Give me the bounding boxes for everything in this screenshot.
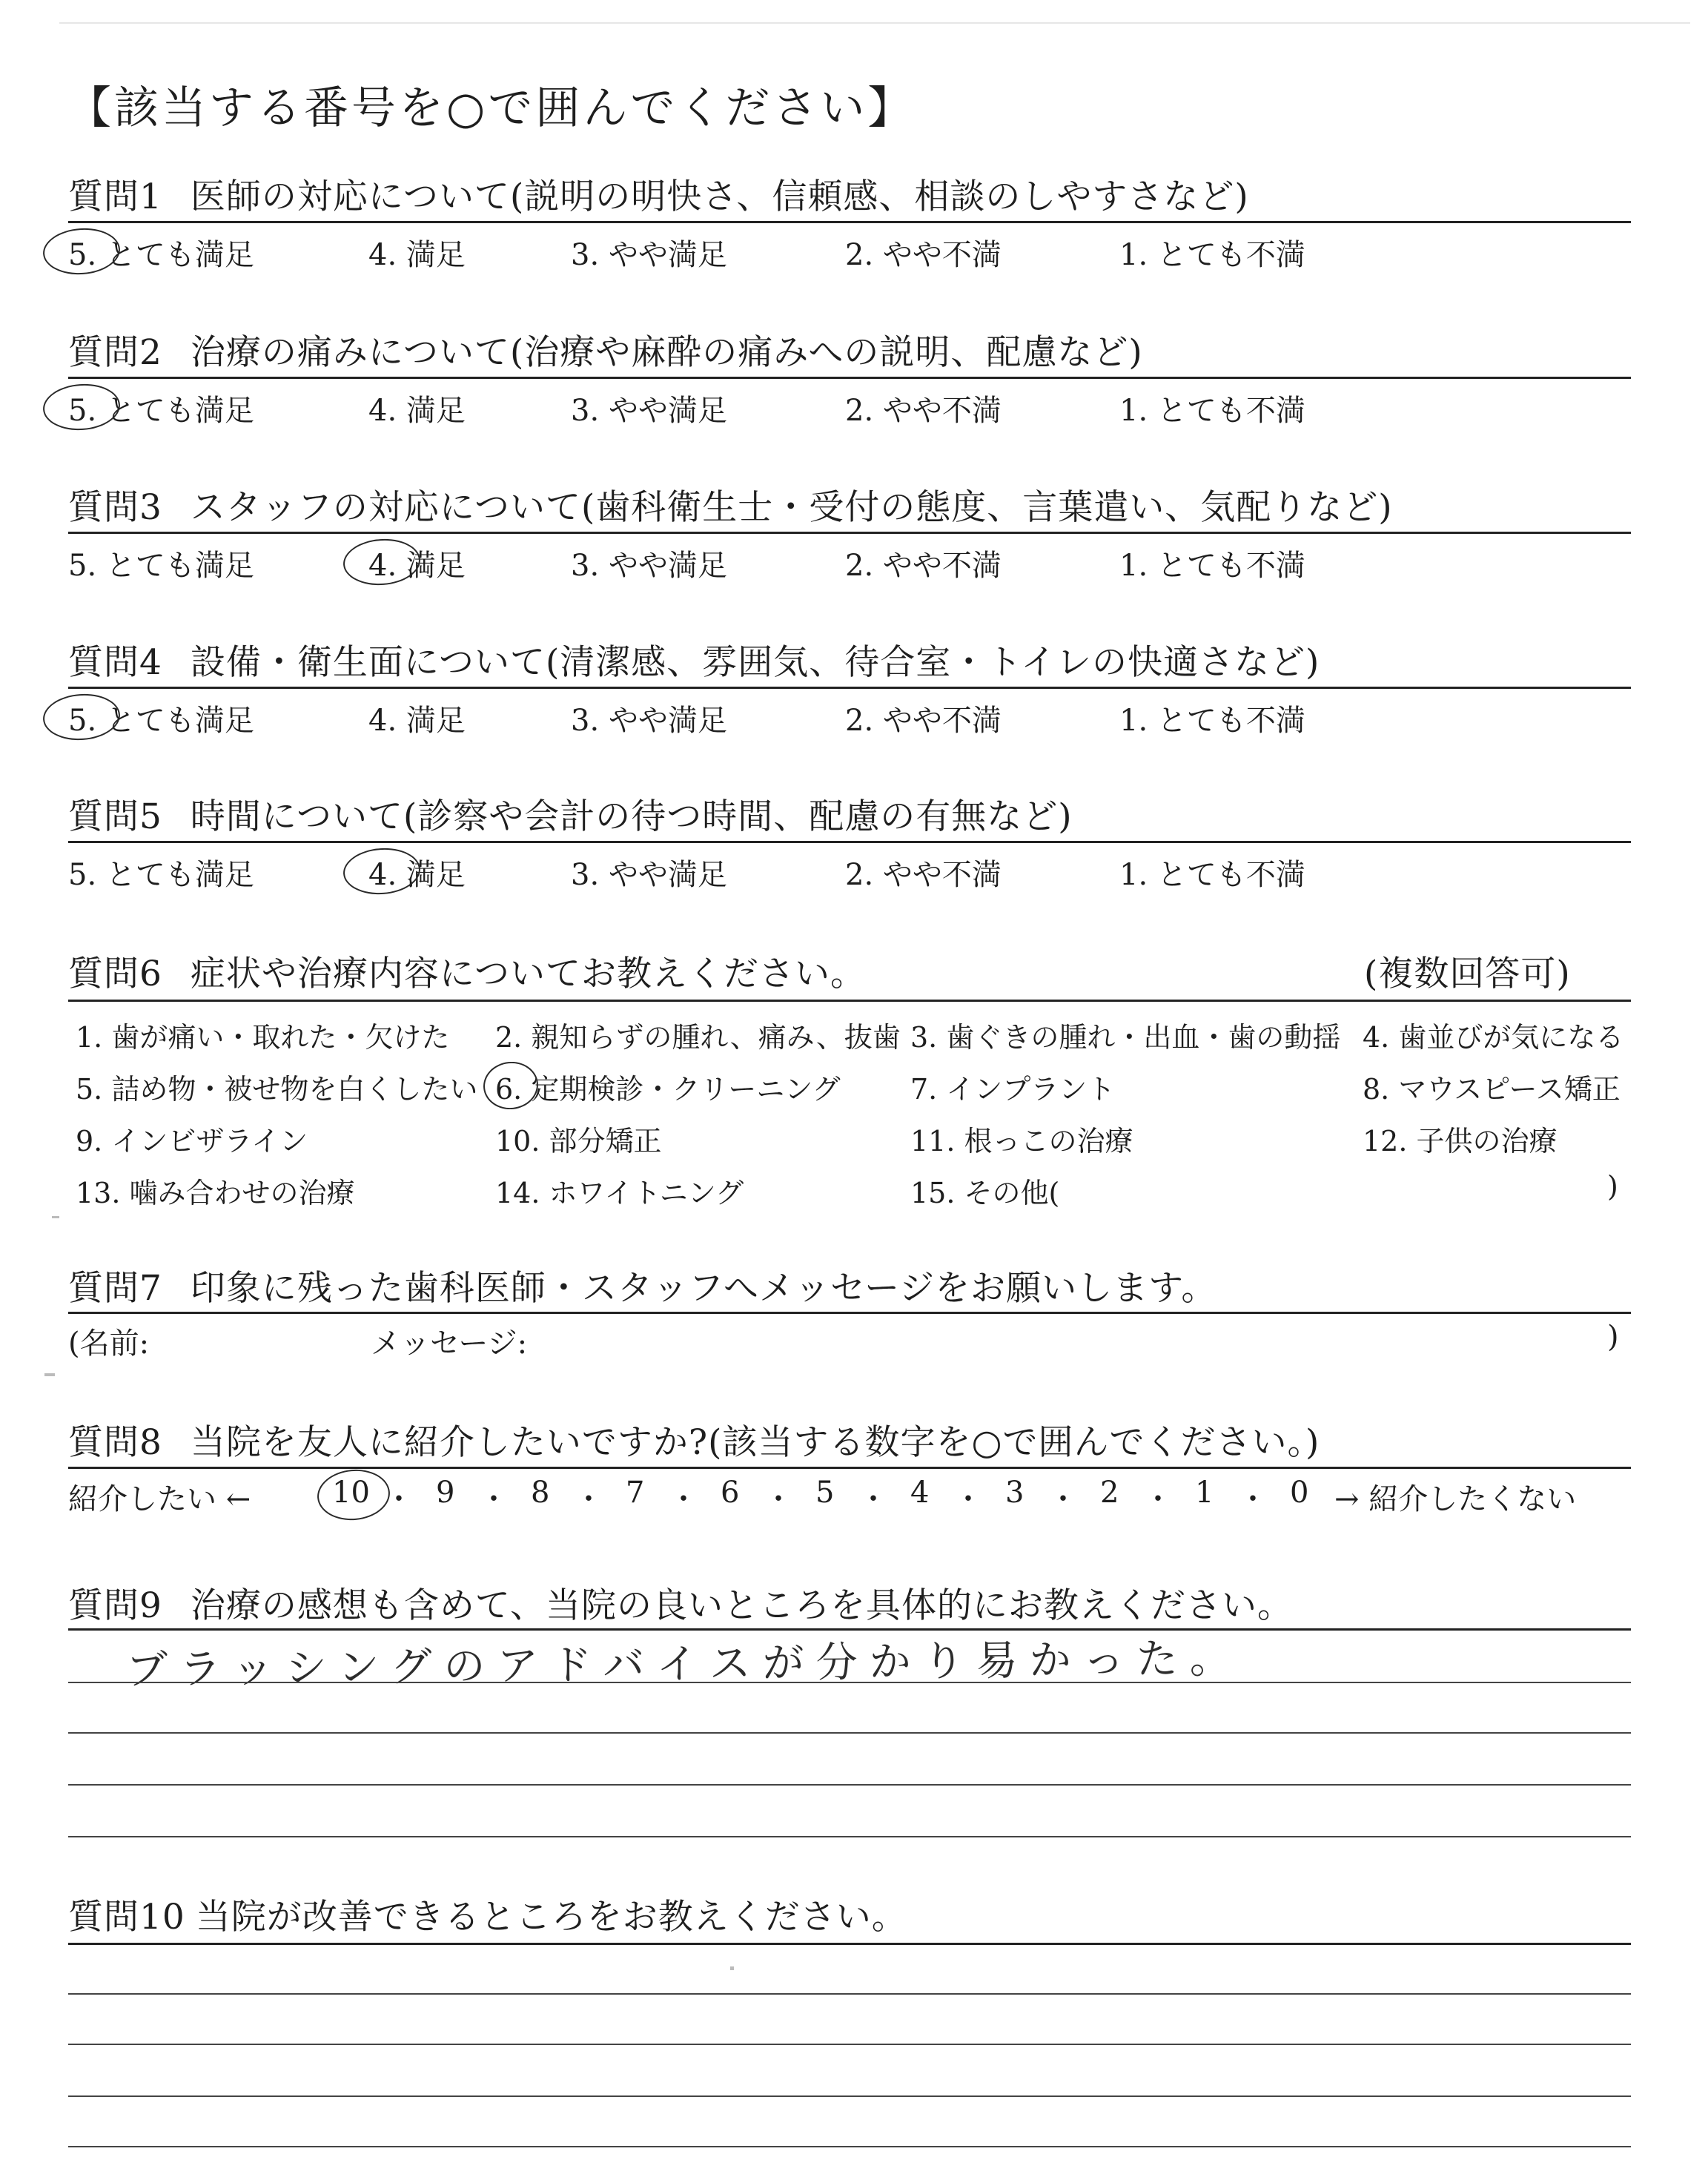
question-2-option-5: 5. とても満足: [68, 394, 254, 428]
question-6-option-5: 5. 詰め物・被せ物を白くしたい: [76, 1073, 478, 1106]
question-4-rule: [68, 687, 1631, 689]
question-5-option-5: 5. とても満足: [68, 858, 254, 892]
question-8-separator: ・: [384, 1482, 414, 1516]
question-8-score-2: 2: [1100, 1476, 1119, 1510]
question-8-rule: [68, 1467, 1631, 1469]
question-4-option-2: 2. やや不満: [845, 704, 1002, 738]
answer-line: [68, 2095, 1631, 2097]
question-5-option-2: 2. やや不満: [845, 858, 1002, 892]
question-10-number: 質問10: [68, 1897, 185, 1938]
question-8-score-4: 4: [910, 1476, 930, 1510]
question-1-option-5: 5. とても満足: [68, 238, 254, 272]
question-5-option-4: 4. 満足: [368, 858, 466, 892]
question-6-option-2: 2. 親知らずの腫れ、痛み、抜歯: [495, 1021, 901, 1054]
question-7-message-label: メッセージ:: [371, 1327, 528, 1361]
question-8-left-label: 紹介したい ←: [68, 1482, 251, 1516]
question-6-option-10: 10. 部分矯正: [495, 1125, 662, 1157]
question-6-option-6: 6. 定期検診・クリーニング: [495, 1073, 841, 1106]
question-1-option-2: 2. やや不満: [845, 238, 1002, 272]
question-4-option-4: 4. 満足: [368, 704, 466, 738]
question-5-title: [68, 789, 1073, 839]
question-8-separator: ・: [574, 1482, 603, 1516]
question-6-option-4: 4. 歯並びが気になる: [1363, 1021, 1624, 1054]
question-8-separator: ・: [479, 1482, 509, 1516]
question-10-text: 当院が改善できるところをお教えください。: [195, 1897, 907, 1938]
question-5-option-3: 3. やや満足: [571, 858, 727, 892]
question-6-rule: [68, 1000, 1631, 1002]
question-8-score-5: 5: [815, 1476, 835, 1510]
question-10-rule: [68, 1943, 1631, 1945]
question-9-number: 質問9: [68, 1585, 162, 1626]
question-6-text: 症状や治療内容についてお教えください。: [190, 954, 866, 994]
question-6-option-15: 15. その他(: [910, 1177, 1060, 1209]
question-5-number: 質問5: [68, 796, 162, 837]
question-2-option-1: 1. とても不満: [1119, 394, 1305, 428]
question-3-rule: [68, 532, 1631, 534]
answer-line: [68, 1784, 1631, 1786]
question-8-separator: ・: [953, 1482, 983, 1516]
question-3-number: 質問3: [68, 487, 162, 528]
scan-top-edge: [59, 22, 1690, 24]
question-8-score-7: 7: [626, 1476, 645, 1510]
answer-line: [68, 2146, 1631, 2147]
question-8-title: [68, 1415, 1320, 1464]
question-3-option-2: 2. やや不満: [845, 549, 1002, 583]
answer-line: [68, 1836, 1631, 1837]
question-3-text: スタッフの対応について(歯科衛生士・受付の態度、言葉遣い、気配りなど): [190, 487, 1393, 528]
question-3-title: [68, 480, 1393, 529]
question-4-option-5: 5. とても満足: [68, 704, 254, 738]
question-3-option-3: 3. やや満足: [571, 549, 727, 583]
question-3-option-4: 4. 満足: [368, 549, 466, 583]
question-8-separator: ・: [669, 1482, 698, 1516]
question-5-rule: [68, 841, 1631, 843]
question-8-score-10: 10: [332, 1476, 370, 1510]
scan-speck: [52, 1216, 59, 1218]
question-2-title: [68, 325, 1143, 374]
question-8-score-0: 0: [1290, 1476, 1309, 1510]
question-2-option-3: 3. やや満足: [571, 394, 727, 428]
question-3-option-1: 1. とても不満: [1119, 549, 1305, 583]
question-2-option-4: 4. 満足: [368, 394, 466, 428]
question-1-option-4: 4. 満足: [368, 238, 466, 272]
question-8-score-8: 8: [531, 1476, 550, 1510]
question-5-text: 時間について(診察や会計の待つ時間、配慮の有無など): [190, 796, 1073, 837]
question-8-separator: ・: [1238, 1482, 1268, 1516]
question-4-number: 質問4: [68, 642, 162, 683]
question-7-title: [68, 1261, 1217, 1310]
question-8-right-label: → 紹介したくない: [1334, 1482, 1577, 1516]
question-8-separator: ・: [1143, 1482, 1173, 1516]
answer-line: [68, 1993, 1631, 1995]
question-6-option-1: 1. 歯が痛い・取れた・欠けた: [76, 1021, 450, 1054]
scan-speck: [730, 1966, 734, 1970]
question-7-number: 質問7: [68, 1268, 162, 1309]
question-6-option-14: 14. ホワイトニング: [495, 1177, 744, 1209]
question-4-option-3: 3. やや満足: [571, 704, 727, 738]
question-1-option-1: 1. とても不満: [1119, 238, 1305, 272]
question-6-number: 質問6: [68, 954, 162, 994]
question-8-text: 当院を友人に紹介したいですか?(該当する数字を○で囲んでください。): [190, 1422, 1320, 1463]
question-1-text: 医師の対応について(説明の明快さ、信頼感、相談のしやすさなど): [190, 176, 1249, 217]
question-6-option-8: 8. マウスピース矯正: [1363, 1073, 1621, 1106]
question-8-separator: ・: [1048, 1482, 1078, 1516]
question-1-number: 質問1: [68, 176, 162, 217]
question-6-title: [68, 946, 866, 996]
question-6-option-13: 13. 噛み合わせの治療: [76, 1177, 355, 1209]
question-8-score-1: 1: [1195, 1476, 1214, 1510]
question-2-number: 質問2: [68, 332, 162, 373]
question-7-name-label: (名前:: [68, 1327, 150, 1361]
question-4-title: [68, 635, 1320, 684]
question-1-rule: [68, 221, 1631, 223]
question-8-separator: ・: [858, 1482, 888, 1516]
question-4-text: 設備・衛生面について(清潔感、雰囲気、待合室・トイレの快適さなど): [190, 642, 1320, 683]
question-7-text: 印象に残った歯科医師・スタッフへメッセージをお願いします。: [190, 1268, 1217, 1309]
question-9-handwritten-answer: ブラッシングのアドバイスが分かり易かった。: [125, 1634, 1243, 1694]
question-6-option-11: 11. 根っこの治療: [910, 1125, 1133, 1157]
scan-speck: [44, 1373, 55, 1376]
question-5-option-1: 1. とても不満: [1119, 858, 1305, 892]
question-8-separator: ・: [764, 1482, 793, 1516]
question-1-option-3: 3. やや満足: [571, 238, 727, 272]
question-6-note: (複数回答可): [1364, 954, 1571, 994]
question-6-option-7: 7. インプラント: [910, 1073, 1116, 1106]
question-10-title: [68, 1889, 907, 1939]
question-8-number: 質問8: [68, 1422, 162, 1463]
question-8-score-9: 9: [436, 1476, 455, 1510]
answer-line: [68, 2044, 1631, 2045]
question-1-title: [68, 169, 1249, 219]
question-2-text: 治療の痛みについて(治療や麻酔の痛みへの説明、配慮など): [190, 332, 1143, 373]
form-heading: 【該当する番号を○で囲んでください】: [67, 82, 916, 134]
question-7-close-paren: ): [1607, 1320, 1619, 1354]
answer-line: [68, 1732, 1631, 1734]
answer-line: [68, 1682, 1631, 1683]
question-8-score-6: 6: [721, 1476, 740, 1510]
question-7-rule: [68, 1312, 1631, 1314]
question-6-option-3: 3. 歯ぐきの腫れ・出血・歯の動揺: [910, 1021, 1341, 1054]
question-2-rule: [68, 377, 1631, 379]
question-9-text: 治療の感想も含めて、当院の良いところを具体的にお教えください。: [190, 1585, 1293, 1626]
question-9-title: [68, 1578, 1293, 1628]
question-8-score-3: 3: [1005, 1476, 1025, 1510]
question-4-option-1: 1. とても不満: [1119, 704, 1305, 738]
selection-circle: [315, 1467, 392, 1523]
question-6-option-9: 9. インビザライン: [76, 1125, 308, 1157]
question-6-other-close-paren: ): [1607, 1170, 1618, 1203]
question-3-option-5: 5. とても満足: [68, 549, 254, 583]
question-2-option-2: 2. やや不満: [845, 394, 1002, 428]
question-6-option-12: 12. 子供の治療: [1363, 1125, 1558, 1157]
